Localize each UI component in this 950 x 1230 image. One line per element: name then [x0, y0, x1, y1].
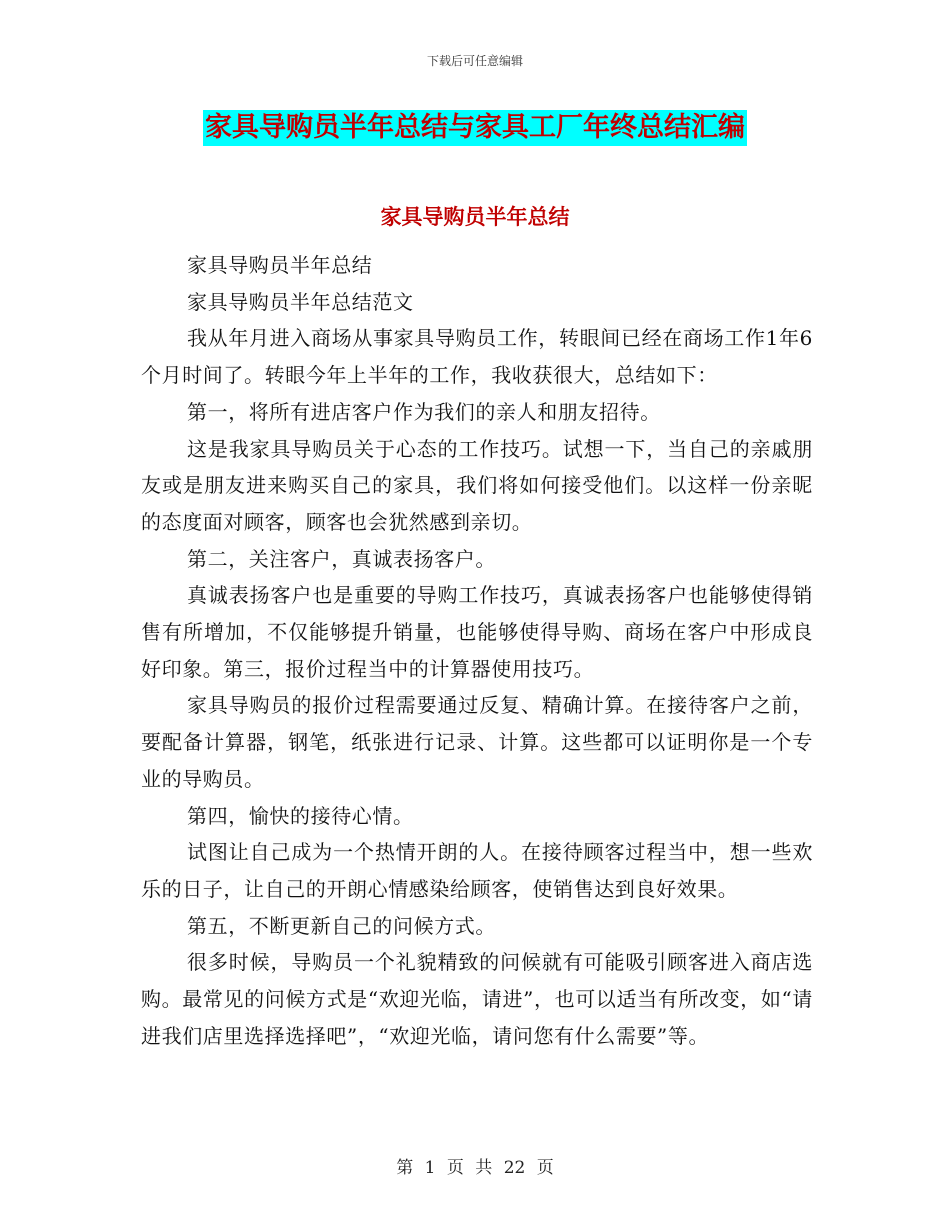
- paragraph: 第五，不断更新自己的问候方式。: [187, 913, 496, 938]
- paragraph: 很多时候，导购员一个礼貌精致的问候就有可能吸引顾客进入商店选购。最常见的问候方式是“欢迎光临，请进”，也可以适当有所改变，如“请进我们店里选择选择吧”，“欢迎光临，请问您有什么需要”等。: [141, 950, 813, 1048]
- paragraph: 我从年月进入商场从事家具导购员工作，转眼间已经在商场工作1年6个月时间了。转眼今年上半年的工作，我收获很大，总结如下：: [141, 326, 813, 388]
- paragraph: 试图让自己成为一个热情开朗的人。在接待顾客过程当中，想一些欢乐的日子，让自己的开朗心情感染给顾客，使销售达到良好效果。: [141, 840, 813, 901]
- paragraph: 家具导购员的报价过程需要通过反复、精确计算。在接待客户之前，要配备计算器，钢笔，纸张进行记录、计算。这些都可以证明你是一个专业的导购员。: [141, 693, 813, 791]
- paragraph: 第四，愉快的接待心情。: [187, 803, 414, 828]
- paragraph: 家具导购员半年总结: [187, 253, 373, 277]
- document-title: 家具导购员半年总结与家具工厂年终总结汇编: [203, 110, 747, 146]
- section-title: 家具导购员半年总结: [380, 205, 570, 229]
- header-note: 下载后可任意编辑: [426, 54, 523, 68]
- main-title-container: [0, 110, 950, 146]
- document-body: [141, 247, 813, 1054]
- paragraph: 第二，关注客户，真诚表扬客户。: [187, 546, 496, 571]
- page-footer: 第 1 页 共 22 页: [396, 1158, 554, 1178]
- paragraph: 真诚表扬客户也是重要的导购工作技巧，真诚表扬客户也能够使得销售有所增加，不仅能够提升销量，也能够使得导购、商场在客户中形成良好印象。第三，报价过程当中的计算器使用技巧。: [141, 583, 813, 681]
- paragraph: 家具导购员半年总结范文: [187, 289, 414, 314]
- paragraph: 这是我家具导购员关于心态的工作技巧。试想一下，当自己的亲戚朋友或是朋友进来购买自己的家具，我们将如何接受他们。以这样一份亲昵的态度面对顾客，顾客也会犹然感到亲切。: [141, 436, 813, 534]
- paragraph: 第一，将所有进店客户作为我们的亲人和朋友招待。: [187, 399, 661, 424]
